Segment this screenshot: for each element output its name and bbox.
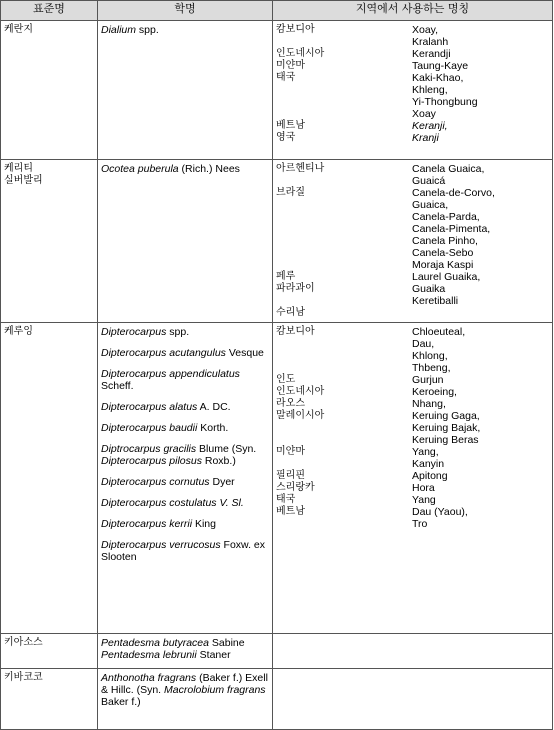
scientific-authority: King xyxy=(192,518,216,530)
local-name-list xyxy=(412,326,549,530)
standard-name: 케리티 xyxy=(4,163,33,174)
table-row xyxy=(1,634,553,669)
local-name: Guaika xyxy=(412,283,446,295)
standard-name-cell xyxy=(1,160,98,323)
local-name: Kralanh xyxy=(412,36,449,48)
scientific-name xyxy=(101,637,269,649)
region-name: 페루 xyxy=(276,271,296,282)
scientific-authority: Foxw. ex Slooten xyxy=(101,539,265,563)
table-row xyxy=(1,669,553,730)
local-name: Keruing Beras xyxy=(412,434,479,446)
region-name xyxy=(276,144,412,156)
local-name: Kerandji xyxy=(412,48,451,60)
local-names-cell xyxy=(273,669,553,730)
region-name: 캄보디아 xyxy=(276,326,315,337)
scientific-authority: Blume (Syn. xyxy=(196,443,257,455)
region-name: 브라질 xyxy=(276,187,305,198)
region-name xyxy=(276,458,412,470)
local-names-cell xyxy=(273,323,553,634)
table-row xyxy=(1,160,553,323)
local-name: Yi-Thongbung xyxy=(412,96,478,108)
synonym-authority: Roxb.) xyxy=(201,455,236,467)
scientific-authority: Staner xyxy=(196,649,231,661)
scientific-authority: Scheff. xyxy=(101,380,134,392)
region-list xyxy=(276,326,412,530)
local-name: Dau (Yaou), xyxy=(412,506,468,518)
local-name: Nhang, xyxy=(412,398,446,410)
scientific-name xyxy=(101,649,269,661)
region-name: 베트남 xyxy=(276,120,305,131)
local-name: Dau, xyxy=(412,338,435,350)
local-name: Guaica, xyxy=(412,199,449,211)
scientific-name-cell xyxy=(98,21,273,160)
local-name: Canela-Pimenta, xyxy=(412,223,491,235)
scientific-authority: Sabine xyxy=(208,637,245,649)
local-name: Tro xyxy=(412,518,428,530)
region-name: 캄보디아 xyxy=(276,24,315,35)
region-name xyxy=(276,247,412,259)
scientific-binomial: Dipterocarpus alatus xyxy=(101,401,198,413)
local-name: Xoay, xyxy=(412,24,439,36)
region-name: 인도네시아 xyxy=(276,48,325,59)
local-name: Apitong xyxy=(412,470,448,482)
scientific-binomial: Dipterocarpus costulatus V. Sl. xyxy=(101,497,244,509)
scientific-name xyxy=(101,326,269,338)
scientific-name-cell xyxy=(98,323,273,634)
region-name: 인도네시아 xyxy=(276,386,325,397)
standard-name: 실버발리 xyxy=(4,175,43,186)
header-local-names: 지역에서 사용하는 명칭 xyxy=(273,1,553,21)
region-name: 태국 xyxy=(276,72,296,83)
local-name: Keretiballi xyxy=(412,295,459,307)
region-name xyxy=(276,96,412,108)
local-name: Hora xyxy=(412,482,435,494)
region-name: 베트남 xyxy=(276,506,305,517)
scientific-name-cell xyxy=(98,669,273,730)
scientific-name-cell xyxy=(98,634,273,669)
header-standard-name: 표준명 xyxy=(1,1,98,21)
scientific-binomial: Ocotea puberula xyxy=(101,163,179,175)
region-name xyxy=(276,338,412,350)
local-name: Kaki-Khao, xyxy=(412,72,464,84)
local-name: Moraja Kaspi xyxy=(412,259,474,271)
region-name: 영국 xyxy=(276,132,296,143)
scientific-name xyxy=(101,401,269,413)
region-name: 필리핀 xyxy=(276,470,305,481)
region-name xyxy=(276,175,412,187)
scientific-binomial: Diptrocarpus gracilis xyxy=(101,443,197,455)
region-name xyxy=(276,235,412,247)
local-name: Guaicá xyxy=(412,175,446,187)
region-name xyxy=(276,434,412,446)
scientific-authority: A. DC. xyxy=(197,401,231,413)
scientific-authority: Korth. xyxy=(197,422,229,434)
local-name: Canela-Parda, xyxy=(412,211,480,223)
local-name: Canela Guaica, xyxy=(412,163,485,175)
local-name: Yang, xyxy=(412,446,439,458)
local-name: Gurjun xyxy=(412,374,444,386)
local-name: Canela-de-Corvo, xyxy=(412,187,495,199)
table-row xyxy=(1,323,553,634)
local-name-list xyxy=(412,163,549,319)
local-names-cell xyxy=(273,634,553,669)
local-name: Chloeuteal, xyxy=(412,326,466,338)
region-name: 스리랑카 xyxy=(276,482,315,493)
local-name: Keruing Bajak, xyxy=(412,422,481,434)
region-name: 아르헨티나 xyxy=(276,163,325,174)
local-name: Taung-Kaye xyxy=(412,60,469,72)
scientific-binomial: Pentadesma lebrunii xyxy=(101,649,197,661)
local-name: Canela Pinho, xyxy=(412,235,478,247)
local-name: Keranji, xyxy=(412,120,448,132)
table-row xyxy=(1,21,553,160)
region-name xyxy=(276,259,412,271)
region-name xyxy=(276,199,412,211)
local-name: Keruing Gaga, xyxy=(412,410,480,422)
scientific-binomial: Dipterocarpus xyxy=(101,326,167,338)
local-names-cell xyxy=(273,160,553,323)
scientific-name xyxy=(101,539,269,563)
local-name: Thbeng, xyxy=(412,362,451,374)
scientific-authority: spp. xyxy=(136,24,159,36)
region-name: 인도 xyxy=(276,374,296,385)
scientific-binomial: Dipterocarpus kerrii xyxy=(101,518,193,530)
standard-name-cell xyxy=(1,634,98,669)
header-scientific-name: 학명 xyxy=(98,1,273,21)
scientific-authority: spp. xyxy=(166,326,190,338)
standard-name-cell xyxy=(1,21,98,160)
scientific-authority: Vesque xyxy=(225,347,264,359)
local-name: Laurel Guaika, xyxy=(412,271,481,283)
header-row xyxy=(1,1,553,21)
scientific-binomial: Anthonotha fragrans xyxy=(101,672,197,684)
region-name: 수리남 xyxy=(276,307,305,318)
region-name: 파라과이 xyxy=(276,283,315,294)
scientific-binomial: Dipterocarpus acutangulus xyxy=(101,347,226,359)
region-name xyxy=(276,211,412,223)
region-name xyxy=(276,295,412,307)
scientific-binomial: Dipterocarpus cornutus xyxy=(101,476,210,488)
region-name xyxy=(276,36,412,48)
scientific-authority: Dyer xyxy=(209,476,235,488)
standard-name-cell xyxy=(1,669,98,730)
scientific-name xyxy=(101,163,269,175)
local-name: Khlong, xyxy=(412,350,448,362)
region-name xyxy=(276,350,412,362)
scientific-authority: (Baker f.) Exell & Hillc. (Syn. xyxy=(101,672,268,696)
synonym-binomial: Dipterocarpus pilosus xyxy=(101,455,202,467)
scientific-binomial: Dipterocarpus baudii xyxy=(101,422,198,434)
scientific-binomial: Pentadesma butyracea xyxy=(101,637,209,649)
region-name xyxy=(276,223,412,235)
synonym-authority: Baker f.) xyxy=(101,696,141,708)
region-list xyxy=(276,24,412,156)
region-name: 라오스 xyxy=(276,398,305,409)
local-name: Xoay xyxy=(412,108,436,120)
scientific-name xyxy=(101,368,269,392)
local-name: Yang xyxy=(412,494,436,506)
local-name: Kanyin xyxy=(412,458,445,470)
region-name xyxy=(276,84,412,96)
scientific-name xyxy=(101,518,269,530)
local-name: Keroeing, xyxy=(412,386,457,398)
region-name: 태국 xyxy=(276,494,296,505)
scientific-name xyxy=(101,497,269,509)
standard-name: 케루잉 xyxy=(4,326,33,337)
region-name xyxy=(276,362,412,374)
standard-name: 키아소스 xyxy=(4,637,43,648)
scientific-name xyxy=(101,24,269,36)
standard-name-cell xyxy=(1,323,98,634)
region-name xyxy=(276,422,412,434)
scientific-binomial: Dipterocarpus verrucosus xyxy=(101,539,221,551)
scientific-name xyxy=(101,347,269,359)
local-name: Kranji xyxy=(412,132,439,144)
region-name xyxy=(276,108,412,120)
local-name-list xyxy=(412,24,549,156)
region-name: 미얀마 xyxy=(276,60,305,71)
local-name: Khleng, xyxy=(412,84,448,96)
region-list xyxy=(276,163,412,319)
scientific-authority: (Rich.) Nees xyxy=(178,163,240,175)
synonym-binomial: Macrolobium fragrans xyxy=(164,684,266,696)
scientific-name xyxy=(101,422,269,434)
region-name: 말레이시아 xyxy=(276,410,325,421)
scientific-name xyxy=(101,476,269,488)
scientific-name-cell xyxy=(98,160,273,323)
region-name: 미얀마 xyxy=(276,446,305,457)
local-name: Canela-Sebo xyxy=(412,247,474,259)
scientific-name xyxy=(101,443,269,467)
scientific-name xyxy=(101,672,269,708)
standard-name: 키바코코 xyxy=(4,672,43,683)
standard-name: 케란지 xyxy=(4,24,33,35)
scientific-binomial: Dipterocarpus appendiculatus xyxy=(101,368,240,380)
local-names-cell xyxy=(273,21,553,160)
scientific-binomial: Dialium xyxy=(101,24,137,36)
